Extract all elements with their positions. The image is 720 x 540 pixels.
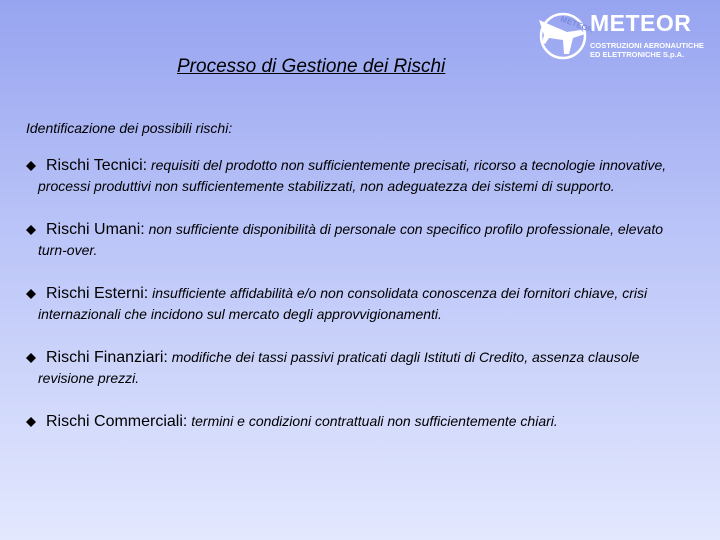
list-item bbox=[26, 155, 676, 197]
risk-description: termini e condizioni contrattuali non sufficientemente chiari. bbox=[191, 413, 558, 429]
logo-emblem-text: METEOR bbox=[559, 14, 595, 35]
risk-list bbox=[26, 155, 676, 454]
diamond-bullet-icon bbox=[26, 161, 36, 171]
risk-description: insufficiente affidabilità e/o non consolidata conoscenza dei fornitori chiave, crisi internazionali che incidono sul mercato degli approvvigionamenti. bbox=[38, 285, 648, 322]
logo-subtitle-line-2: ED ELETTRONICHE S.p.A. bbox=[590, 50, 685, 59]
risk-description: requisiti del prodotto non sufficientemente precisati, ricorso a tecnologie innovative, processi produttivi non sufficientemente stabilizzati, non adeguatezza dei sistemi di supporto. bbox=[38, 157, 667, 194]
risk-description: non sufficiente disponibilità di personale con specifico profilo professionale, elevato turn-over. bbox=[38, 221, 664, 258]
logo-name: METEOR bbox=[590, 10, 692, 36]
risk-category-label: Rischi Tecnici: bbox=[46, 157, 148, 174]
diamond-bullet-icon bbox=[26, 353, 36, 363]
risk-category-label: Rischi Esterni: bbox=[46, 285, 149, 302]
logo-subtitle-line-1: COSTRUZIONI AERONAUTICHE bbox=[590, 41, 704, 50]
diamond-bullet-icon bbox=[26, 225, 36, 235]
list-item bbox=[26, 219, 676, 261]
section-subtitle: Identificazione dei possibili rischi: bbox=[26, 120, 233, 136]
risk-category-label: Rischi Umani: bbox=[46, 221, 145, 238]
risk-category-label: Rischi Finanziari: bbox=[46, 349, 168, 366]
list-item bbox=[26, 283, 676, 325]
list-item bbox=[26, 411, 676, 432]
risk-category-label: Rischi Commerciali: bbox=[46, 413, 188, 430]
risk-description: modifiche dei tassi passivi praticati dagli Istituti di Credito, assenza clausole revisione prezzi. bbox=[38, 349, 640, 386]
list-item bbox=[26, 347, 676, 389]
diamond-bullet-icon bbox=[26, 417, 36, 427]
company-logo bbox=[533, 8, 713, 66]
page-title: Processo di Gestione dei Rischi bbox=[177, 56, 446, 77]
diamond-bullet-icon bbox=[26, 289, 36, 299]
aircraft-emblem-icon bbox=[533, 8, 595, 64]
logo-subtitle bbox=[590, 41, 704, 59]
